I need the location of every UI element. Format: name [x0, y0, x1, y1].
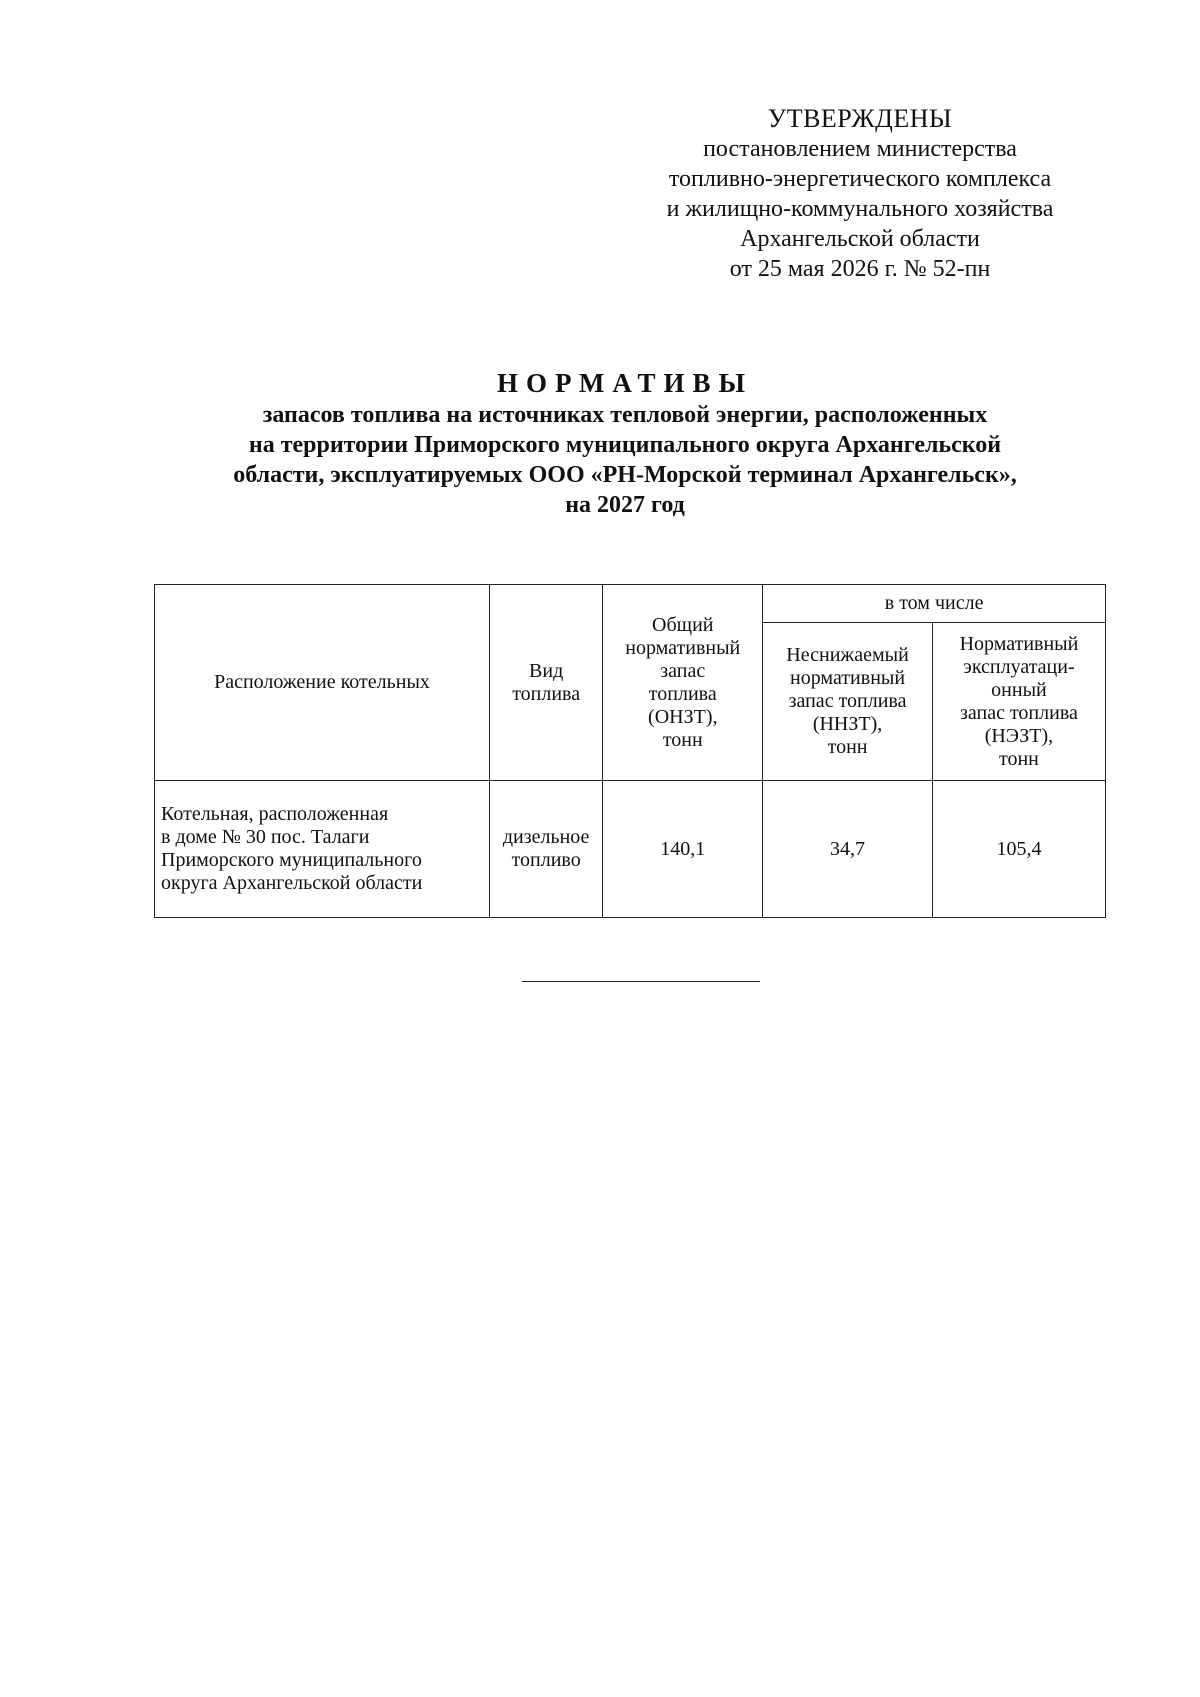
- header-including: в том числе: [763, 585, 1106, 623]
- approval-line: Архангельской области: [740, 226, 980, 252]
- heading-line: области, эксплуатируемых ООО «РН-Морской терминал Архангельск»,: [233, 462, 1017, 488]
- table-header-row: [155, 585, 1106, 623]
- cell-nnzt: 34,7: [763, 781, 933, 918]
- approval-title: УТВЕРЖДЕНЫ: [767, 104, 953, 133]
- header-fuel-type: Вид топлива: [489, 585, 602, 781]
- document-title: НОРМАТИВЫ: [496, 368, 754, 398]
- approval-line: и жилищно-коммунального хозяйства: [666, 196, 1054, 222]
- approval-line: постановлением министерства: [703, 136, 1017, 162]
- cell-location: Котельная, расположенная в доме № 30 пос. Талаги Приморского муниципального округа Архангельской области: [155, 781, 490, 918]
- closing-rule: [522, 981, 760, 982]
- approval-line: топливно-энергетического комплекса: [668, 166, 1052, 192]
- cell-total-reserve: 140,1: [603, 781, 763, 918]
- cell-nezt: 105,4: [932, 781, 1105, 918]
- header-nezt: Нормативный эксплуатаци- онный запас топлива (НЭЗТ), тонн: [932, 623, 1105, 781]
- approval-block: [620, 104, 1100, 284]
- document-heading: [150, 366, 1100, 520]
- header-nnzt: Неснижаемый нормативный запас топлива (ННЗТ), тонн: [763, 623, 933, 781]
- approval-date-line: от 25 мая 2026 г. № 52-пн: [729, 256, 991, 282]
- table-row: [155, 781, 1106, 918]
- heading-line: на территории Приморского муниципального округа Архангельской: [248, 432, 1002, 458]
- cell-fuel-type: дизельное топливо: [489, 781, 602, 918]
- heading-line: на 2027 год: [565, 492, 685, 518]
- header-location: Расположение котельных: [155, 585, 490, 781]
- heading-line: запасов топлива на источниках тепловой энергии, расположенных: [262, 402, 988, 428]
- header-total-reserve: Общий нормативный запас топлива (ОНЗТ), тонн: [603, 585, 763, 781]
- fuel-norms-table: [154, 584, 1106, 918]
